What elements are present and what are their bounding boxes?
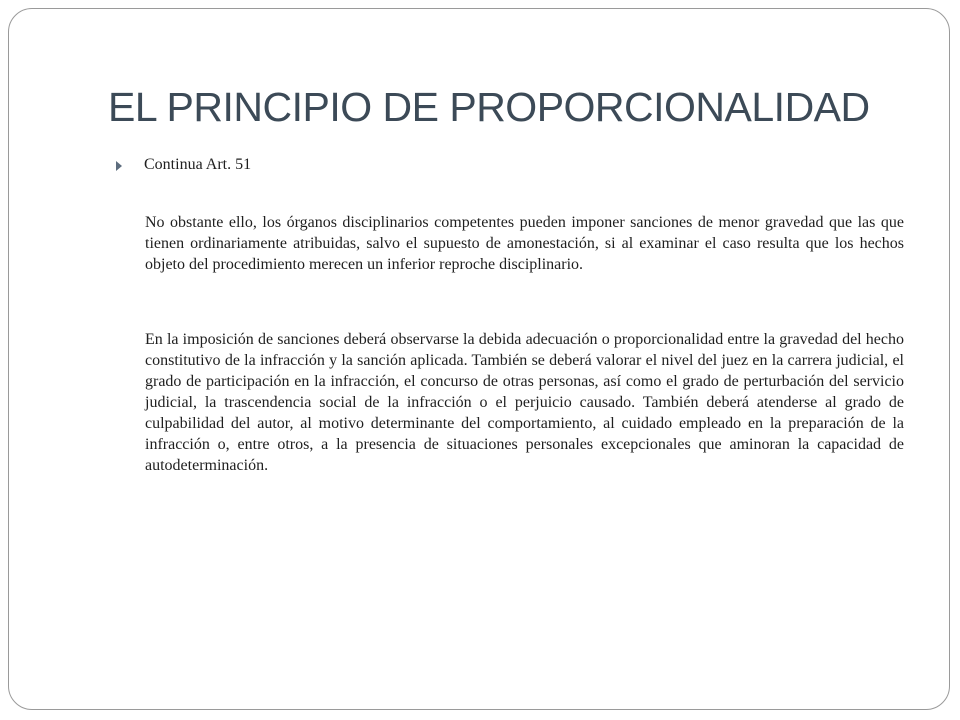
paragraph-2: En la imposición de sanciones deberá observarse la debida adecuación o proporcionalidad entre la gravedad del hecho constitutivo de la infracción y la sanción aplicada. También se deberá valorar el nivel del juez en la carrera judicial, el grado de participación en la infracción, el concurso de otras personas, así como el grado de perturbación del servicio judicial, la trascendencia social de la infracción o el perjuicio causado. También deberá atenderse al grado de culpabilidad del autor, al motivo determinante del comportamiento, al cuidado empleado en la preparación de la infracción o, entre otros, a la presencia de situaciones personales excepcionales que aminoran la capacidad de autodeterminación. [145, 331, 904, 474]
slide-title: EL PRINCIPIO DE PROPORCIONALIDAD [108, 84, 870, 130]
paragraph-1: No obstante ello, los órganos disciplinarios competentes pueden imponer sanciones de menor gravedad que las que tienen ordinariamente atribuidas, salvo el supuesto de amonestación, si al examinar el caso resulta que los hechos objeto del procedimiento merecen un inferior reproche disciplinario. [145, 214, 904, 273]
triangle-right-icon [116, 161, 122, 171]
bullet-label: Continua Art. 51 [144, 156, 252, 173]
bullet-item [116, 156, 906, 174]
